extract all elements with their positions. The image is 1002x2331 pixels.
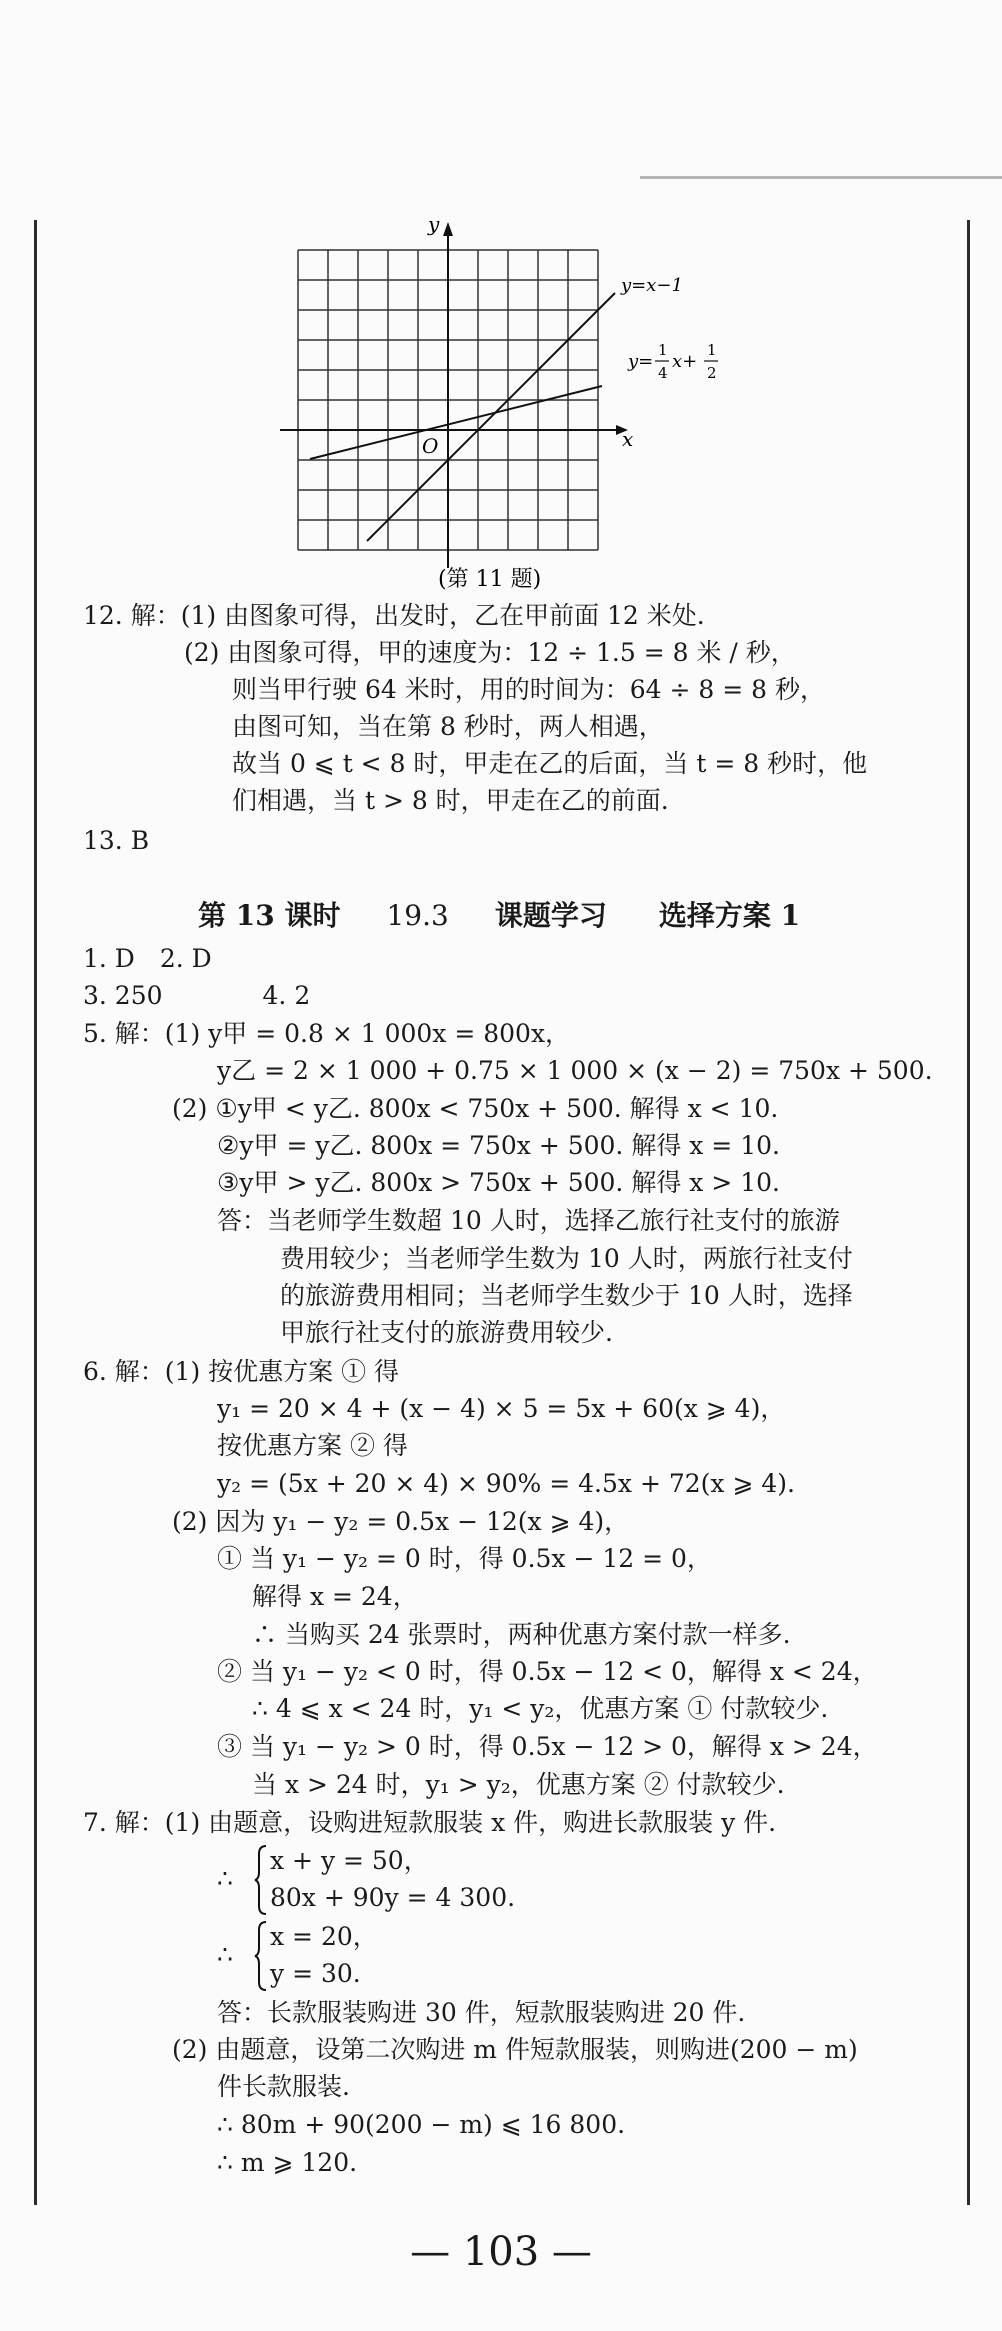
text-line: 故当 0 ⩽ t < 8 时，甲走在乙的后面，当 t = 8 秒时，他 <box>232 749 868 778</box>
text-line: (2) ①y甲 < y乙. 800x < 750x + 500. 解得 x < 10. <box>172 1094 779 1123</box>
text-line: 5. 解：(1) y甲 = 0.8 × 1 000x = 800x， <box>83 1019 571 1048</box>
heading-section: 19.3 <box>386 899 449 932</box>
text-line: y₂ = (5x + 20 × 4) × 90% = 4.5x + 72(x ⩾ 4). <box>217 1469 795 1498</box>
text-line: 甲旅行社支付的旅游费用较少. <box>280 1318 613 1347</box>
text-line: 的旅游费用相同；当老师学生数少于 10 人时，选择 <box>280 1281 853 1310</box>
text-line: ③ 当 y₁ − y₂ > 0 时，得 0.5x − 12 > 0，解得 x > 24， <box>217 1732 878 1761</box>
text-line: 12. 解：(1) 由图象可得，出发时，乙在甲前面 12 米处. <box>83 601 705 630</box>
line-y-eq-quarter-x-plus-half <box>310 386 602 459</box>
svg-text:1: 1 <box>658 341 668 359</box>
text-line: y₁ = 20 × 4 + (x − 4) × 5 = 5x + 60(x ⩾ 4)， <box>217 1394 786 1423</box>
text-line: ②y甲 = y乙. 800x = 750x + 500. 解得 x = 10. <box>217 1131 780 1160</box>
text-line: ∴ 当购买 24 张票时，两种优惠方案付款一样多. <box>252 1620 791 1649</box>
therefore-symbol: ∴ <box>217 1864 233 1893</box>
text-line: 1. D 2. D <box>83 944 212 973</box>
text-line: ① 当 y₁ − y₂ = 0 时，得 0.5x − 12 = 0， <box>217 1544 712 1573</box>
line2-label <box>627 341 718 382</box>
text-line: ② 当 y₁ − y₂ < 0 时，得 0.5x − 12 < 0，解得 x < 24， <box>217 1657 878 1686</box>
text-line: 6. 解：(1) 按优惠方案 ① 得 <box>83 1357 400 1386</box>
coordinate-graph <box>270 210 790 620</box>
text-line: 则当甲行驶 64 米时，用的时间为：64 ÷ 8 = 8 秒， <box>232 675 825 704</box>
svg-text:4: 4 <box>658 364 668 382</box>
axes <box>280 222 628 568</box>
therefore-symbol: ∴ <box>217 1940 233 1969</box>
page-number: — 103 — <box>410 2229 592 2275</box>
right-margin-rule <box>967 220 970 2205</box>
text-line: y = 30. <box>270 1959 361 1988</box>
text-line: 答：当老师学生数超 10 人时，选择乙旅行社支付的旅游 <box>217 1206 840 1235</box>
line1-label: y=x−1 <box>621 275 683 296</box>
text-line: 答：长款服装购进 30 件，短款服装购进 20 件. <box>217 1998 746 2027</box>
text-line: y乙 = 2 × 1 000 + 0.75 × 1 000 × (x − 2) = 750x + 500. <box>217 1056 933 1085</box>
text-line: 按优惠方案 ② 得 <box>217 1431 408 1460</box>
text-line: x + y = 50， <box>270 1846 429 1875</box>
text-line: 80x + 90y = 4 300. <box>270 1883 516 1912</box>
x-axis-label: x <box>622 427 634 451</box>
origin-label: O <box>422 434 439 458</box>
text-line: (2) 由题意，设第二次购进 m 件短款服装，则购进(200 − m) <box>172 2035 858 2064</box>
text-line: 们相遇，当 t > 8 时，甲走在乙的前面. <box>232 786 669 815</box>
text-line: ③y甲 > y乙. 800x > 750x + 500. 解得 x > 10. <box>217 1168 780 1197</box>
system-brace-1 <box>254 1844 268 1916</box>
top-rule <box>640 176 1002 179</box>
svg-text:y=: y= <box>628 351 654 372</box>
text-line: ∴ 4 ⩽ x < 24 时，y₁ < y₂，优惠方案 ① 付款较少. <box>252 1694 829 1723</box>
text-line: x = 20， <box>270 1922 378 1951</box>
figure-caption: (第 11 题) <box>438 567 542 592</box>
lesson-heading <box>198 896 800 936</box>
line-y-eq-x-minus-1 <box>367 293 615 541</box>
heading-topic: 课题学习 <box>494 899 607 932</box>
text-line: 件长款服装. <box>217 2072 350 2101</box>
svg-text:x+: x+ <box>672 351 698 372</box>
heading-title: 选择方案 1 <box>658 899 801 932</box>
text-line: 由图可知，当在第 8 秒时，两人相遇， <box>232 712 664 741</box>
text-line: 7. 解：(1) 由题意，设购进短款服装 x 件，购进长款服装 y 件. <box>83 1808 777 1837</box>
text-line: 费用较少；当老师学生数为 10 人时，两旅行社支付 <box>280 1244 853 1273</box>
text-line: 当 x > 24 时，y₁ > y₂，优惠方案 ② 付款较少. <box>252 1770 785 1799</box>
heading-lesson: 第 13 课时 <box>198 899 341 932</box>
y-axis-label: y <box>428 212 440 236</box>
text-line: ∴ m ⩾ 120. <box>217 2148 358 2177</box>
text-line: (2) 因为 y₁ − y₂ = 0.5x − 12(x ⩾ 4)， <box>172 1507 630 1536</box>
svg-text:1: 1 <box>707 341 717 359</box>
left-margin-rule <box>34 220 37 2205</box>
svg-text:2: 2 <box>707 364 717 382</box>
text-line: (2) 由图象可得，甲的速度为：12 ÷ 1.5 = 8 米 / 秒， <box>184 638 796 667</box>
text-line: 3. 250 4. 2 <box>83 981 311 1010</box>
system-brace-2 <box>254 1920 268 1992</box>
text-line: 13. B <box>83 826 150 855</box>
text-line: ∴ 80m + 90(200 − m) ⩽ 16 800. <box>217 2110 626 2139</box>
text-line: 解得 x = 24， <box>252 1582 418 1611</box>
